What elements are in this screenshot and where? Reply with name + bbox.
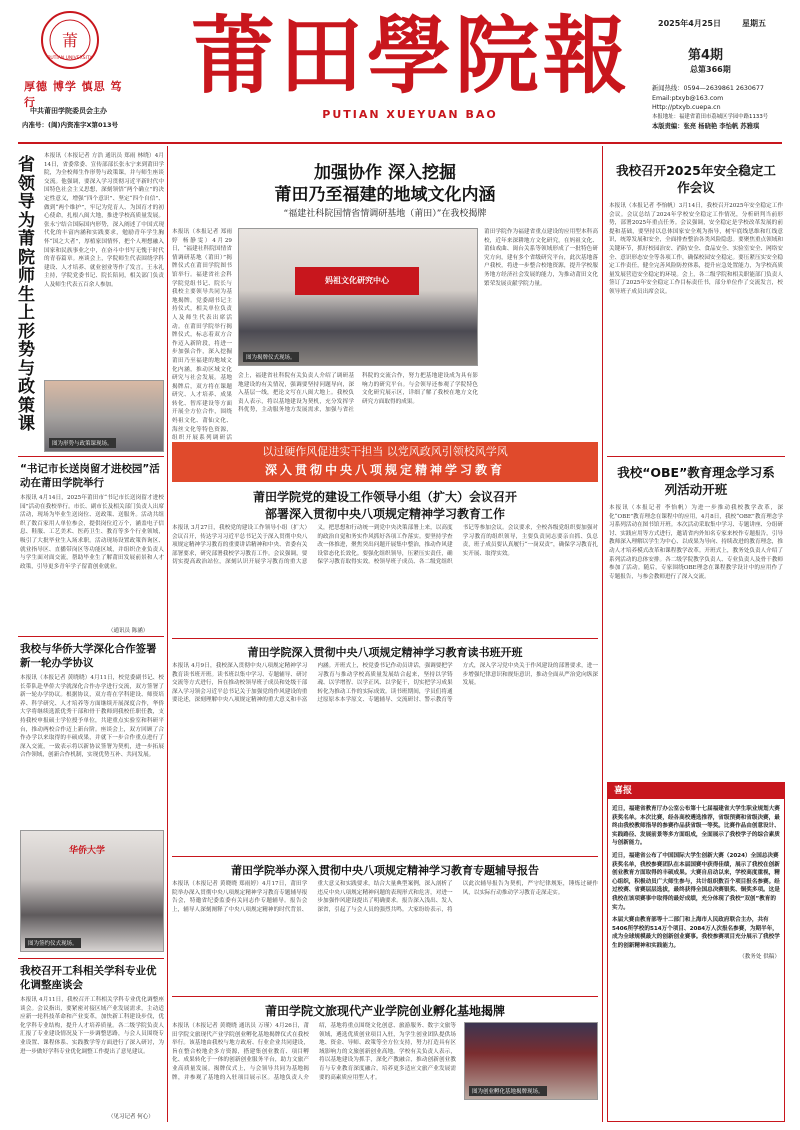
article-headline: 我校召开2025年安全稳定工作会议 (616, 163, 776, 195)
lead-kicker: 加强协作 深入挖掘 (314, 163, 456, 183)
article-body: 本报讯 3月27日，我校党的建设工作领导小组（扩大）会议召开，传达学习习近平总书记关于深入贯彻中央八项规定精神学习教育的重要讲话精神和中央、省委有关部署要求，研究部署我校学习教育工作。会议强调，要切实提高政治站位，深刻认识开展学习教育的重大意义，把思想和行动统一到党中央决策部署上来，以高度的政治自觉和务实作风抓好各项工作落实。要坚持学查改一体推进，聚焦突出问题开展集中整治，推动作风建设常态化长效化。要强化组织领导，压紧压实责任，确保学习教育取得实效。校领导班子成员、各二级党组织书记等参加会议。会议要求，全校各级党组织要加强对学习教育的组织领导，主要负责同志要亲自抓、负总责，班子成员要认真履行“一岗双责”，确保学习教育扎实开展、取得实效。 (172, 525, 598, 566)
contact-line: Email:ptxyb@163.com (652, 94, 724, 102)
article-separator (172, 638, 598, 639)
article-body: 本报讯 4月11日，我校召开工科相关学科专业优化调整座谈会。会议指出，要紧密对接区域产业发展需求，主动适应新一轮科技革命和产业变革，加快新工科建设步伐，优化学科专业结构，提升人才培养质量。各二级学院负责人汇报了专业建设情况及下一步调整思路，与会人员围绕专业设置、课程体系、实践教学等方面进行了深入研讨，为进一步做好学科专业优化调整工作提出了意见建议。 (20, 997, 164, 1055)
good-news-box (607, 782, 785, 1122)
article-body: 本报讯（本报记者 李怡帆）为进一步推动我校教学改革，深化“OBE”教育理念在课程中的应用，4月8日，我校“OBE”教育理念学习系列活动在图书馆开班。本次活动采取集中学习、专题讲座、分组研讨、实践应用等方式进行，邀请省内外知名专家来校作专题报告，引导教师深入理解以学生为中心、以成果为导向、持续改进的教育理念，推动人才培养模式改革和课程教学改革。开班式上，教务处负责人介绍了系列活动的总体安排。各二级学院教学负责人、专业负责人及骨干教师参加了活动。随后，专家围绕OBE理念在课程教学设计中的应用作了专题报告，与参会教师进行了深入交流。 (609, 505, 783, 580)
good-news-text: 本届大赛由教育部等十二部门和上海市人民政府联合主办，共有5406所学校的514万个项目、2084万人次报名参赛，为期半年，成为全球规模最大的创新创业赛事。我校参赛项目充分展示了我校学生的创新精神和实践能力。 (612, 917, 780, 949)
article-headline: “书记市长送岗留才进校园”活动在莆田学院举行 (20, 463, 160, 489)
article-separator (172, 856, 598, 857)
good-news-title: 喜报 (608, 783, 784, 799)
right-column (607, 150, 785, 1125)
column-divider (167, 146, 168, 1122)
article-headline: 莆田学院举办深入贯彻中央八项规定精神学习教育专题辅导报告 (231, 864, 539, 877)
article-body: 本报讯 4月9日，我校深入贯彻中央八项规定精神学习教育读书班开班。读书班以集中学习、专题辅导、研讨交流等方式进行，旨在推动校领导班子成员和处级干部深入学习领会习近平总书记关于加强党的作风建设的重要论述，深刻理解中央八项规定精神的重大意义和丰富内涵。开班式上，校党委书记作动员讲话，强调要把学习教育与推动学校高质量发展结合起来，坚持以学铸魂、以学增智、以学正风、以学促干，切实把学习成果转化为推动工作的实际成效。读书班期间，学员们将通过原原本本学原文、专题辅导、交流研讨、警示教育等方式，深入学习党中央关于作风建设的部署要求，进一步增强纪律意识和规矩意识，推动全面从严治党向纵深发展。 (172, 663, 598, 704)
photo-caption: 图为形势与政策课现场。 (49, 438, 116, 448)
article-vertical-title: 省领导为莆院师生上形势与政策课 (18, 155, 35, 434)
good-news-item (612, 805, 780, 961)
ribbon-line: 深入贯彻中央八项规定精神学习教育 (264, 463, 505, 477)
article-headline: 莆田学院党的建设工作领导小组（扩大）会议召开 (252, 490, 517, 504)
photo-caption: 图为创业孵化基地揭牌现场。 (469, 1086, 547, 1096)
campaign-ribbon (172, 442, 598, 482)
column-divider (602, 146, 603, 1122)
photo-caption: 图为签约仪式现场。 (25, 938, 81, 948)
good-news-byline: （教务处 供稿） (739, 953, 780, 960)
article-separator (172, 996, 598, 997)
article-body: 本报讯（本报记者 李怡帆）3月14日，我校召开2025年安全稳定工作会议。会议总结了2024年学校安全稳定工作情况，分析研判当前形势，部署2025年重点任务。会议强调，安全稳定是学校改革发展的前提和基础，要坚持以总体国家安全观为指导，树牢底线思维和红线意识，统筹发展和安全，全面排查整治各类风险隐患。要聚焦重点领域和关键环节，抓好校园治安、消防安全、食品安全、实验室安全、网络安全、意识形态安全等各项工作，确保校园安全稳定。要压紧压实安全稳定工作责任，健全完善风险防控体系，提升应急处置能力，为学校高质量发展营造安全稳定的环境。会上，各二级学院和相关职能部门负责人签订了2025年安全稳定工作目标责任书，部分单位作了交流发言，校领导班子成员出席会议。 (609, 203, 783, 295)
article-byline: （见习记者 何心） (108, 1114, 154, 1120)
article-body: 本报讯（本报记者 郑雨婷 杨静雯）4月29日，“福建社科院国情省情调研基地（莆田）”揭牌仪式在莆田学院图书馆举行。福建省社会科学院党组书记、院长与我校主要领导共同为基地揭牌。党委副书记主持仪式，相关单位负责人及师生代表出席活动。在莆田学院举行揭牌仪式，标志着双方合作迈入新阶段，将进一步加强合作，深入挖掘莆田乃至福建的地域文化内涵，推动区域文化研究与社会发展。基地揭牌后，双方将在课题研究、人才培养、成果转化、智库建设等方面开展全方位合作，围绕妈祖文化、莆仙文化、海丝文化等特色资源，组织开展系列调研活 (172, 229, 232, 442)
contact-line: Http://ptxyb.cuepa.cn (652, 104, 721, 111)
article-body: 本报讯（本报记者 黄晓晓 郑雨婷）4月17日，莆田学院举办深入贯彻中央八项规定精神学习教育专题辅导报告会，特邀省纪委监委有关同志作专题辅导。报告会上，辅导人深刻阐释了中央八项规定精神的时代背景、重大意义和实践要求，结合大量典型案例，深入剖析了违反中央八项规定精神问题的表现形式和危害，对进一步加强作风建设提出了明确要求。报告深入浅出、发人深省，引起了与会人员的强烈共鸣。大家纷纷表示，将以此次辅导报告为契机，严守纪律规矩，锤炼过硬作风，以实际行动推动学习教育走深走实。 (172, 881, 598, 913)
contact-block (652, 84, 798, 132)
good-news-text: 近日，福建省教育厅办公室公布第十七届福建省大学生职业规划大赛获奖名单。本次比赛，经各高校遴选推荐，省级预赛和省级决赛，最终由我校教师指导的参赛作品获省级一等奖。比赛作品由创意设计、实践路径、发展前景等多方面组成，全面展示了我校学子的综合素质与创新能力。 (612, 806, 780, 847)
issue-weekday: 星期五 (742, 19, 766, 28)
newspaper-title: 莆田學院報 (190, 6, 631, 105)
article-body: 本报讯（本报记者 黄晓晓 通讯员 万瑾）4月26日，莆田学院文旅现代产业学院创业孵化基地揭牌仪式在我校举行。该基地由我校与地方政府、行业企业共同建设，旨在整合校地企多方资源，搭建集创业教育、项目孵化、成果转化于一体的创新创业服务平台，助力文旅产业高质量发展。揭牌仪式上，与会领导共同为基地揭牌，并参观了基地的入驻项目展示区。基地负责人介绍，基地将重点围绕文化创意、旅游服务、数字文旅等领域，遴选优质创业项目入驻，为学生创业团队提供场地、资金、导师、政策等全方位支持，努力打造具有区域影响力的文旅创新创业高地。学校有关负责人表示，将以基地建设为抓手，深化产教融合，推动创新创业教育与专业教育深度融合，培养更多适应文旅产业发展需要的高素质应用型人才。 (172, 1023, 456, 1081)
article-headline: 莆田学院深入贯彻中央八项规定精神学习教育读书班开班 (247, 646, 523, 659)
good-news-text: 近日，福建省公布了中国国际大学生创新大赛（2024）全国总决赛获奖名单，我校参赛团队在本届国赛中获得佳绩，展示了我校在创新创业教育方面取得的丰硕成果。大赛自启动以来，学校高度重视，精心组织，积极动员广大师生参与，共计组织数百个项目报名参赛。经过校赛、省赛层层选拔，最终获得全国总决赛银奖、铜奖多项。这是我校在该项赛事中取得的最好成绩，充分体现了我校“双创”教育的实力。 (612, 852, 780, 911)
article-body: 本报讯 4月14日，2025年莆田市“书记市长送岗留才进校园”活动在我校举行。市长、副市长及相关部门负责人出席活动，现场为毕业生送岗位、送政策、送服务。活动共组织了数百家用人单位参会，提供岗位近万个，涵盖电子信息、鞋服、工艺美术、医药卫生、教育等多个行业领域，吸引了大批毕业生入场求职。活动现场设置政策咨询区、就业指导区、直播带岗区等功能区域，并组织企业负责人与学生面对面交流，帮助毕业生了解莆田发展前景和人才政策，引导更多青年学子留莆创业就业。 (20, 495, 164, 570)
cn-number: 内准号：(闽)内资准字X第013号 (22, 121, 119, 129)
article-separator (18, 456, 164, 457)
article-photo (464, 1022, 598, 1100)
seal-mark: 莆 (61, 31, 79, 50)
masthead (0, 0, 800, 140)
article-separator (607, 456, 785, 457)
motto: 厚德 博学 慎思 笃行 (24, 80, 123, 109)
photo-caption: 图为揭牌仪式现场。 (243, 352, 299, 362)
left-column (18, 150, 164, 1125)
ribbon-line: 以过硬作风促进实干担当 以党风政风引领校风学风 (262, 445, 508, 458)
article-photo (20, 830, 164, 952)
contact-line: 新闻热线：0594—2639861 2630677 (652, 85, 764, 92)
article-separator (18, 636, 164, 637)
university-seal (40, 10, 100, 70)
issue-total: 总第366期 (690, 65, 731, 74)
contact-line: 本报地址：福建省莆田市荔城区学园中路1133号 (652, 113, 769, 120)
contact-line: 本版责编：张亮 杨晓艳 李怡帆 苏雅琪 (652, 123, 760, 130)
article-photo (44, 380, 164, 452)
sponsor: 中共莆田学院委员会主办 (30, 107, 107, 115)
article-headline: 部署深入贯彻中央八项规定精神学习教育工作 (264, 507, 505, 521)
photo-sign-text: 华侨大学 (69, 846, 106, 856)
lead-photo (238, 228, 478, 366)
article-headline: 我校“OBE”教育理念学习系列活动开班 (617, 465, 775, 497)
article-headline: 我校与华侨大学深化合作签署新一轮办学协议 (20, 643, 157, 669)
title-pinyin: PUTIAN XUEYUAN BAO (322, 108, 498, 121)
article-body: 本报讯（本报记者 黄晓晓）4月11日，校党委副书记、校长带队赴华侨大学就深化合作办学进行交流，双方签署了新一轮办学协议。根据协议，双方将在学科建设、师资培养、科学研究、人才培养等方面继续开展深度合作，华侨大学将继续选派优秀干部和骨干教师到我校任职任教，支持我校申报硕士学位授予单位，共建重点实验室和科研平台，推动两校合作迈上新台阶。座谈会上，双方回顾了合作办学以来取得的丰硕成果，并就下一步合作重点进行了深入交流，一致表示将以新协议签署为契机，进一步拓展合作领域，创新合作机制，实现优势互补、共同发展。 (20, 675, 164, 759)
issue-date: 2025年4月25日 (658, 19, 721, 28)
lead-headline: 莆田乃至福建的地域文化内涵 (274, 185, 496, 205)
article-body: 本报讯（本报记者 方浩 通讯员 郑雨 林晓）4月14日，省委常委、宣传部部长张永宁来到莆田学院，为全校师生作形势与政策课，并与师生座谈交流。他强调，要深入学习贯彻习近平新时代中国特色社会主义思想，深刻领悟“两个确立”的决定性意义，增强“四个意识”、坚定“四个自信”、做到“两个维护”，牢记为党育人、为国育才的初心使命，扎根八闽大地，推进学校高质量发展。张永宁结合国际国内形势，深入阐述了中国式现代化的丰富内涵和实践要求，勉励青年学生胸怀“国之大者”，厚植家国情怀，把个人理想融入国家和民族事业之中，在奋斗中书写无愧于时代的青春篇章。座谈会上，学院师生代表围绕学科建设、人才培养、就业创业等作了发言。王永礼主持，学院党委书记、院长陪同，相关部门负责人及师生代表五百余人参加。 (44, 153, 164, 288)
article-body: 莆田学院作为福建省重点建设的应用型本科高校，近年来深耕地方文化研究，在妈祖文化、莆仙戏曲、闽台关系等领域形成了一批特色研究方向，建有多个省级研究平台，此次基地落户我校，将进一步整合校地资源，提升学校服务地方经济社会发展的能力，为推动莆田文化繁荣发展贡献学院力量。 (484, 229, 598, 287)
masthead-rule (18, 142, 782, 144)
center-column (172, 150, 598, 1125)
issue-number: 第4期 (688, 48, 724, 63)
lead-subheadline: “福建社科院国情省情调研基地（莆田）”在我校揭牌 (283, 209, 487, 219)
seal-caption: PUTIAN UNIVERSITY (47, 56, 93, 61)
article-body: 会上，福建省社科院有关负责人介绍了调研基地建设的有关情况，强调要坚持问题导向，深入基层一线，把论文写在八闽大地上。我校负责人表示，将以基地建设为契机，充分发挥学科优势，主动服务地方发展需求，加强与省社科院的交流合作，努力把基地建设成为具有影响力的研究平台。与会领导还参观了学院特色文化研究展示区，详细了解了我校在地方文化研究方面取得的成果。 (238, 373, 478, 414)
article-headline: 莆田学院文旅现代产业学院创业孵化基地揭牌 (264, 1004, 505, 1018)
article-separator (18, 958, 164, 959)
photo-banner: 妈祖文化研究中心 (295, 267, 419, 295)
article-byline: （通讯员 陈涵） (108, 628, 149, 634)
article-headline: 我校召开工科相关学科专业优化调整座谈会 (20, 965, 157, 991)
